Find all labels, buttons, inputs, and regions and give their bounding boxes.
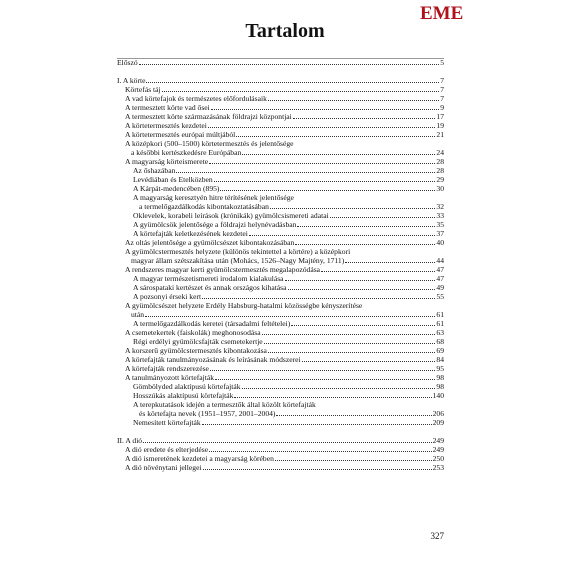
toc-entry[interactable] <box>117 436 444 445</box>
toc-entry-title: A tanulmányozott körtefajták <box>125 373 214 382</box>
dot-leader <box>146 82 439 83</box>
toc-entry-page: 29 <box>436 175 444 184</box>
toc-entry-title: A termelőgazdálkodás keretei (társadalmi feltételei) <box>133 319 291 328</box>
dot-leader <box>242 154 435 155</box>
toc-entry-page: 17 <box>436 112 444 121</box>
dot-leader <box>275 460 432 461</box>
toc-entry-title: A sárospataki kertészet és annak országos kihatása <box>133 283 287 292</box>
toc-entry-page: 63 <box>436 328 444 337</box>
dot-leader <box>345 262 435 263</box>
toc-entry[interactable] <box>117 58 444 67</box>
toc-entry[interactable] <box>117 274 444 283</box>
toc-entry-title: A Kárpát-medencében (895) <box>133 184 220 193</box>
toc-entry-title: A termesztett körte származásának földrajzi központjai <box>125 112 292 121</box>
toc-entry[interactable] <box>117 121 444 130</box>
toc-entry-title: A dió ismeretének kezdetei a magyarság körében <box>125 454 274 463</box>
toc-entry-title: A korszerű gyümölcstermesztés kibontakozása <box>125 346 267 355</box>
toc-entry-page: 44 <box>436 256 444 265</box>
dot-leader <box>249 235 436 236</box>
toc-entry-page: 95 <box>436 364 444 373</box>
dot-leader <box>202 298 435 299</box>
toc-entry-title-continuation: a termelőgazdálkodás kibontakoztatásában <box>139 202 269 211</box>
dot-leader <box>139 64 440 65</box>
dot-leader <box>145 316 435 317</box>
dot-leader <box>210 370 436 371</box>
toc-entry[interactable] <box>117 328 444 337</box>
toc-entry-page: 28 <box>436 166 444 175</box>
toc-entry-title: A dió eredete és elterjedése <box>125 445 209 454</box>
toc-entry-title: Az őshazában <box>133 166 176 175</box>
toc-entry-page: 5 <box>440 58 444 67</box>
toc-entry-title: A rendszeres magyar kerti gyümölcstermesztés megalapozódása <box>125 265 321 274</box>
toc-entry[interactable] <box>117 301 444 319</box>
toc-entry-title: A gyümölcsök jelentősége a földrajzi helynévadásban <box>133 220 297 229</box>
toc-entry-page: 37 <box>436 229 444 238</box>
toc-entry-page: 98 <box>436 373 444 382</box>
dot-leader <box>276 415 431 416</box>
dot-leader <box>202 424 432 425</box>
toc-entry-page: 249 <box>432 445 444 454</box>
toc-entry-page: 61 <box>436 319 444 328</box>
dot-leader <box>270 208 436 209</box>
toc-entry[interactable] <box>117 391 444 400</box>
dot-leader <box>264 343 436 344</box>
toc-entry-page: 253 <box>432 463 444 472</box>
toc-entry-title-continuation: után <box>131 310 145 319</box>
toc-entry-title: Hosszúkás alaktípusú körtefajták <box>133 391 234 400</box>
toc-entry-page: 33 <box>436 211 444 220</box>
toc-entry[interactable] <box>117 454 444 463</box>
toc-entry[interactable] <box>117 184 444 193</box>
toc-entry-page: 47 <box>436 265 444 274</box>
table-of-contents <box>117 58 444 472</box>
toc-entry-title: I. A körte <box>117 76 146 85</box>
dot-leader <box>215 379 435 380</box>
toc-entry[interactable] <box>117 103 444 112</box>
toc-entry-title: Előszó <box>117 58 138 67</box>
dot-leader <box>262 334 436 335</box>
dot-leader <box>291 325 435 326</box>
toc-entry-page: 206 <box>432 409 444 418</box>
toc-entry-title: A középkori (500–1500) körtetermesztés és jelentősége <box>125 139 294 148</box>
dot-leader <box>293 118 436 119</box>
toc-entry[interactable] <box>117 211 444 220</box>
dot-leader <box>209 163 435 164</box>
toc-entry[interactable] <box>117 157 444 166</box>
section-separator <box>117 427 444 436</box>
dot-leader <box>297 226 435 227</box>
toc-entry-page: 209 <box>432 418 444 427</box>
toc-entry[interactable] <box>117 94 444 103</box>
dot-leader <box>143 442 432 443</box>
dot-leader <box>209 451 432 452</box>
toc-entry[interactable] <box>117 76 444 85</box>
toc-entry[interactable] <box>117 175 444 184</box>
toc-entry[interactable] <box>117 292 444 301</box>
section-separator <box>117 67 444 76</box>
toc-entry-page: 55 <box>436 292 444 301</box>
toc-entry-page: 19 <box>436 121 444 130</box>
toc-entry-page: 68 <box>436 337 444 346</box>
toc-entry-page: 28 <box>436 157 444 166</box>
toc-entry[interactable] <box>117 238 444 247</box>
toc-entry-page: 32 <box>436 202 444 211</box>
toc-entry[interactable] <box>117 220 444 229</box>
toc-entry-title: II. A dió <box>117 436 143 445</box>
toc-entry-title-continuation: a későbbi kertészkedésre Európában <box>131 148 242 157</box>
toc-entry-page: 69 <box>436 346 444 355</box>
dot-leader <box>321 271 435 272</box>
dot-leader <box>220 190 435 191</box>
dot-leader <box>285 280 436 281</box>
toc-entry[interactable] <box>117 418 444 427</box>
toc-entry[interactable] <box>117 139 444 157</box>
toc-entry-title: Levédiában és Etelközben <box>133 175 213 184</box>
toc-entry-title: A pozsonyi érseki kert <box>133 292 202 301</box>
page-number: 327 <box>430 531 444 541</box>
dot-leader <box>214 181 436 182</box>
toc-entry-page: 7 <box>440 76 444 85</box>
toc-entry[interactable] <box>117 400 444 418</box>
toc-entry[interactable] <box>117 337 444 346</box>
dot-leader <box>234 397 431 398</box>
toc-entry-title: A terepkutatások idején a termesztők által közölt körtefajták <box>133 400 316 409</box>
toc-entry-title: A dió növénytani jellegei <box>125 463 202 472</box>
toc-entry-title: Nemesített körtefajták <box>133 418 201 427</box>
toc-entry-title: A magyarság körteismerete <box>125 157 209 166</box>
toc-entry-title: Régi erdélyi gyümölcsfajták csemetekertje <box>133 337 263 346</box>
toc-entry-page: 47 <box>436 274 444 283</box>
toc-entry-title-continuation: magyar állam szétszakítása után (Mohács, 1526–Nagy Majtény, 1711) <box>131 256 345 265</box>
toc-entry[interactable] <box>117 319 444 328</box>
toc-entry-title-continuation: és körtefajta nevek (1951–1957, 2001–2004) <box>139 409 276 418</box>
toc-entry-page: 7 <box>440 94 444 103</box>
dot-leader <box>268 100 439 101</box>
toc-entry-page: 35 <box>436 220 444 229</box>
dot-leader <box>203 469 432 470</box>
toc-entry[interactable] <box>117 265 444 274</box>
toc-entry-title: A termesztett körte vad ősei <box>125 103 210 112</box>
toc-entry[interactable] <box>117 382 444 391</box>
toc-entry-title: A körtetermesztés kezdetei <box>125 121 207 130</box>
toc-entry[interactable] <box>117 373 444 382</box>
toc-entry-title: Az oltás jelentősége a gyümölcsészet kibontakozásában <box>125 238 295 247</box>
toc-entry-page: 7 <box>440 85 444 94</box>
toc-entry-page: 140 <box>432 391 444 400</box>
toc-entry-page: 30 <box>436 184 444 193</box>
toc-entry[interactable] <box>117 112 444 121</box>
toc-entry-title: A gyümölcstermesztés helyzete (különös tekintettel a körtére) a középkori <box>125 247 351 256</box>
toc-entry[interactable] <box>117 247 444 265</box>
toc-entry-title: A vad körtefajok és természetes előfordulásaik <box>125 94 267 103</box>
dot-leader <box>330 217 436 218</box>
toc-entry[interactable] <box>117 364 444 373</box>
toc-entry-title: A körtetermesztés európai múltjából <box>125 130 236 139</box>
dot-leader <box>242 388 436 389</box>
toc-entry-title: A körtefajták keletkezésének kezdetei <box>133 229 248 238</box>
dot-leader <box>236 136 435 137</box>
toc-entry[interactable] <box>117 229 444 238</box>
toc-entry[interactable] <box>117 283 444 292</box>
toc-entry[interactable] <box>117 445 444 454</box>
dot-leader <box>176 172 435 173</box>
toc-entry-page: 250 <box>432 454 444 463</box>
dot-leader <box>295 244 435 245</box>
toc-entry-title: Körtefás táj <box>125 85 161 94</box>
toc-entry-page: 84 <box>436 355 444 364</box>
page-title: Tartalom <box>245 20 325 42</box>
dot-leader <box>302 361 436 362</box>
toc-entry[interactable] <box>117 130 444 139</box>
toc-entry-title: Oklevelek, korabeli leírások (krónikák) gyümölcsismereti adatai <box>133 211 329 220</box>
publisher-logo: EME <box>420 3 464 24</box>
toc-entry-page: 21 <box>436 130 444 139</box>
dot-leader <box>288 289 436 290</box>
toc-entry-page: 49 <box>436 283 444 292</box>
dot-leader <box>211 109 439 110</box>
toc-entry[interactable] <box>117 166 444 175</box>
toc-entry-title: A csemetekertek (faiskolák) meghonosodása <box>125 328 261 337</box>
dot-leader <box>208 127 436 128</box>
toc-entry-title: Gömbölyded alaktípusú körtefajták <box>133 382 241 391</box>
toc-entry-page: 40 <box>436 238 444 247</box>
toc-entry[interactable] <box>117 346 444 355</box>
toc-entry-title: A gyümölcsészet helyzete Erdély Habsburg-hatalmi közösségbe kényszerítése <box>125 301 363 310</box>
toc-entry[interactable] <box>117 355 444 364</box>
toc-entry-page: 98 <box>436 382 444 391</box>
toc-entry-page: 9 <box>440 103 444 112</box>
dot-leader <box>268 352 435 353</box>
toc-entry[interactable] <box>117 85 444 94</box>
toc-entry[interactable] <box>117 193 444 211</box>
toc-entry-title: A magyarság keresztyén hitre térítésének jelentősége <box>133 193 294 202</box>
toc-entry-page: 24 <box>436 148 444 157</box>
toc-entry-page: 61 <box>436 310 444 319</box>
toc-entry-title: A magyar természetismereti irodalom kialakulása <box>133 274 284 283</box>
dot-leader <box>162 91 440 92</box>
toc-entry-page: 249 <box>432 436 444 445</box>
toc-entry-title: A körtefajták tanulmányozásának és leírásának módszerei <box>125 355 301 364</box>
toc-entry[interactable] <box>117 463 444 472</box>
toc-entry-title: A körtefajták rendszerezése <box>125 364 209 373</box>
